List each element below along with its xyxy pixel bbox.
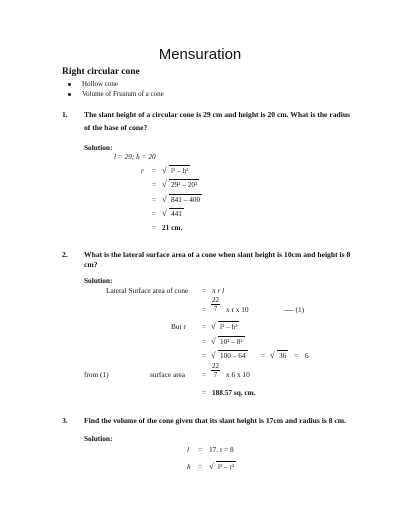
q1-eq: = — [152, 180, 157, 189]
q1-step4: √ 441 — [162, 209, 184, 218]
q2-lsa-formula: π r l — [212, 286, 225, 295]
q2-eq: = — [202, 388, 207, 397]
q2-step5: √ 36 — [270, 351, 288, 360]
q1-eq: = — [152, 223, 157, 232]
q2-eq: = — [294, 351, 299, 360]
q2-but-r: But r — [171, 322, 186, 331]
q2-eq: = — [202, 337, 207, 346]
q1-r-label: r — [141, 166, 144, 175]
q2-fraction: $\frac{22}{7}$ — [212, 362, 219, 379]
q2-eq: = — [202, 305, 207, 314]
section-heading: Right circular cone — [62, 67, 140, 77]
q3-l-label: l — [187, 445, 190, 454]
q2-eq: = — [261, 351, 266, 360]
q2-step3: √ 10² – 8² — [211, 337, 245, 346]
q2-eq-ref: ---- (1) — [284, 305, 305, 314]
q2-step4: √ 100 – 64 — [211, 351, 248, 360]
q3-solution-label: Solution: — [84, 434, 113, 443]
q2-eq: = — [202, 322, 207, 331]
q2-solution-label: Solution: — [84, 276, 113, 285]
q2-step2: √ l² – h² — [211, 322, 239, 331]
q2-eq: = — [202, 370, 207, 379]
q2-step6: x 6 x 10 — [226, 370, 250, 379]
q1-text: The slant height of a circular cone is 29 cm and height is 20 cm. What is the radius — [84, 110, 351, 119]
q2-eq: = — [202, 351, 207, 360]
q1-eq: = — [152, 166, 157, 175]
q1-answer: 21 cm. — [162, 223, 183, 232]
q2-answer: 188.57 sq. cm. — [212, 388, 256, 397]
q2-number: 2. — [62, 250, 68, 259]
q1-given: l = 29; h = 20 — [114, 152, 156, 161]
q1-eq: = — [152, 195, 157, 204]
q2-radius-value: 6 — [305, 351, 309, 360]
q2-sa-label: surface area — [150, 370, 186, 379]
q3-step1: √ l² – r² — [209, 462, 236, 471]
page-title: Mensuration — [158, 46, 242, 63]
q3-given: 17. r = 8 — [209, 445, 234, 454]
q3-number: 3. — [62, 416, 68, 425]
q2-text: What is the lateral surface area of a cone when slant height is 10cm and height is 8 — [84, 250, 351, 259]
q1-eq: = — [152, 209, 157, 218]
q2-eq: = — [202, 286, 207, 295]
q1-step2: √ 29² – 20² — [162, 180, 199, 189]
q3-text: Find the volume of the cone given that its slant height is 17cm and radius is 8 cm. — [84, 416, 346, 425]
q1-step3: √ 841 – 400 — [162, 195, 202, 204]
q1-text-cont: of the base of cone? — [84, 123, 148, 132]
q2-from-ref: from (1) — [84, 370, 109, 379]
bullet-dot-icon — [68, 93, 71, 96]
q3-eq: = — [198, 445, 203, 454]
bullet-item: Hollow cone — [82, 80, 118, 88]
q1-step1: √ l² – h² — [162, 166, 190, 175]
q2-text-cont: cm? — [84, 260, 98, 269]
bullet-item: Volume of Frustum of a cone — [82, 90, 164, 98]
bullet-dot-icon — [68, 83, 71, 86]
q1-number: 1. — [62, 110, 68, 119]
q2-step1: x r x 10 — [226, 305, 249, 314]
q3-eq: = — [198, 462, 203, 471]
q2-fraction: $\frac{22}{7}$ — [212, 296, 219, 313]
q3-h-label: h — [187, 462, 191, 471]
q2-lsa-label: Lateral Surface area of cone — [106, 286, 189, 295]
q1-solution-label: Solution: — [84, 143, 113, 152]
